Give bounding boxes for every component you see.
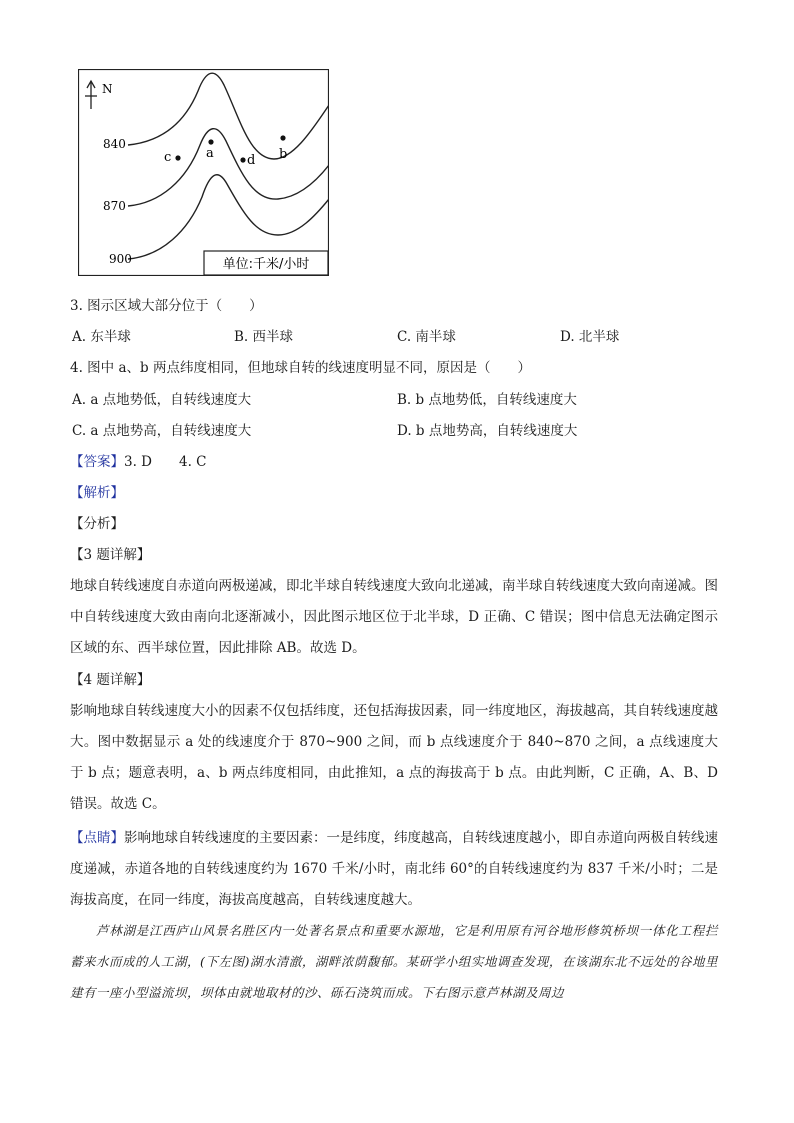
q4-stem: 4. 图中 a、b 两点纬度相同，但地球自转的线速度明显不同，原因是（ ）	[70, 360, 531, 376]
contour-label-840: 840	[103, 137, 126, 151]
detail4-tag: 【4 题详解】	[70, 672, 151, 688]
point-a-dot	[208, 139, 213, 144]
unit-label: 单位:千米/小时	[222, 257, 310, 272]
velocity-contour-figure	[78, 69, 329, 276]
point-d-dot	[240, 157, 245, 162]
intro-paragraph: 芦林湖是江西庐山风景名胜区内一处著名景点和重要水源地，它是利用原有河谷地形修筑桥坝一体化工程拦蓄来水而成的人工湖，(下左图)湖水清澈，湖畔浓荫馥郁。某研学小组实地调查发现，在该湖东北不远处的谷地里建有一座小型溢流坝，坝体由就地取材的沙、砾石浇筑而成。下右图示意芦林湖及周边	[70, 923, 718, 1000]
detail4-text: 影响地球自转线速度大小的因素不仅包括纬度，还包括海拔因素，同一纬度地区，海拔越高，其自转线速度越大。图中数据显示 a 处的线速度介于 870~900 之间，而 b 点线速度介于 840~870 之间，a 点线速度大于 b 点；题意表明，a、b 两点纬度相同，由此推知，a 点的海拔高于 b 点。由此判断，C 正确，A、B、D 错误。故选 C。	[70, 703, 718, 812]
point-b-dot	[280, 135, 285, 140]
point-c-label: c	[164, 150, 172, 165]
dianjing-tag: 【点睛】	[70, 830, 124, 846]
dianjing-block	[70, 823, 718, 916]
figure-frame	[79, 70, 329, 276]
detail3-text: 地球自转线速度自赤道向两极递减，即北半球自转线速度大致向北递减，南半球自转线速度大致向南递减。图中自转线速度大致由南向北逐渐减小，因此图示地区位于北半球，D 正确、C 错误；图中信息无法确定图示区域的东、西半球位置，因此排除 AB。故选 D。	[70, 578, 718, 656]
answer-line	[70, 452, 207, 472]
fenxi-tag: 【分析】	[70, 516, 124, 532]
answer-text: 3. D 4. C	[124, 454, 207, 470]
contour-label-900: 900	[109, 252, 132, 266]
north-label: N	[102, 82, 113, 96]
q4-option-b: B. b 点地势低，自转线速度大	[397, 392, 577, 408]
q3-option-d: D. 北半球	[560, 329, 620, 345]
point-a-label: a	[206, 146, 214, 161]
analysis-tag: 【解析】	[70, 485, 124, 501]
detail3-tag: 【3 题详解】	[70, 547, 151, 563]
point-d-label: d	[247, 153, 256, 168]
q3-option-c: C. 南半球	[397, 329, 456, 345]
answer-tag: 【答案】	[70, 454, 124, 470]
q4-option-d: D. b 点地势高，自转线速度大	[397, 423, 578, 439]
contour-label-870: 870	[103, 199, 126, 213]
q3-option-b: B. 西半球	[234, 329, 294, 345]
dianjing-text: 影响地球自转线速度的主要因素：一是纬度，纬度越高，自转线速度越小，即自赤道向两极自转线速度递减，赤道各地的自转线速度约为 1670 千米/小时，南北纬 60°的自转线速度约为 837 千米/小时；二是海拔高度，在同一纬度，海拔高度越高，自转线速度越大。	[70, 830, 718, 908]
q4-option-a: A. a 点地势低，自转线速度大	[72, 392, 252, 408]
point-c-dot	[175, 155, 180, 160]
q3-stem: 3. 图示区域大部分位于（ ）	[70, 298, 263, 314]
q3-option-a: A. 东半球	[72, 329, 131, 345]
point-b-label: b	[279, 147, 288, 162]
q4-option-c: C. a 点地势高，自转线速度大	[72, 423, 252, 439]
